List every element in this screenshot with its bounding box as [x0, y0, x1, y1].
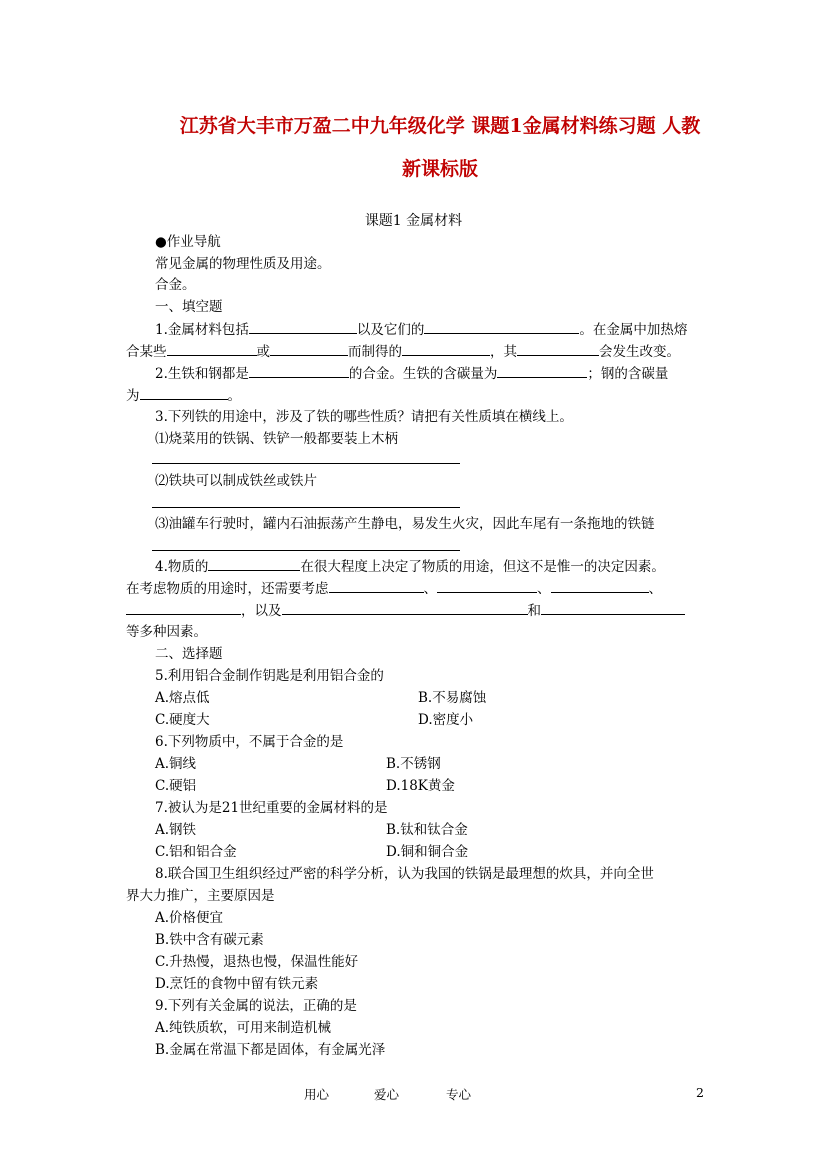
blank	[126, 601, 241, 615]
option: D.密度小	[418, 712, 474, 728]
blank	[517, 342, 599, 356]
nav-heading: ●作业导航	[155, 234, 221, 250]
lesson-subtitle: 课题1 金属材料	[364, 213, 463, 229]
q1-text-b: 以及它们的	[356, 322, 425, 338]
answer-line	[152, 463, 460, 464]
option: A.价格便宜	[155, 910, 224, 926]
option: B.不易腐蚀	[418, 690, 487, 706]
section-heading: 二、选择题	[155, 646, 223, 662]
option: B.不锈钢	[386, 756, 441, 772]
question-1-line-1	[155, 320, 687, 339]
q1-text-f: 而制得的	[348, 344, 402, 360]
blank	[249, 320, 357, 334]
question-1-line-2	[126, 342, 680, 361]
option: A.铜线	[155, 756, 197, 772]
footer-slogan-3: 专心	[446, 1087, 472, 1102]
q1-text-d: 合某些	[126, 344, 167, 360]
q4-text-d: 、	[423, 581, 437, 597]
option: D.18K黄金	[386, 778, 455, 794]
answer-line	[152, 550, 460, 551]
option: C.升热慢，退热也慢，保温性能好	[155, 954, 359, 970]
question-5: 5.利用铝合金制作钥匙是利用铝合金的	[155, 668, 384, 684]
section-heading: 一、填空题	[155, 299, 223, 315]
blank	[329, 579, 424, 593]
option: C.硬铝	[155, 778, 197, 794]
question-3-part-1: ⑴烧菜用的铁锅、铁铲一般都要装上木柄	[155, 431, 398, 447]
question-4-line-4: 等多种因素。	[126, 624, 207, 640]
option: B.铁中含有碳元素	[155, 932, 264, 948]
nav-item-1: 常见金属的物理性质及用途。	[155, 256, 331, 272]
blank	[551, 579, 649, 593]
blank	[270, 342, 348, 356]
question-2-line-1	[155, 364, 668, 383]
blank	[249, 364, 349, 378]
q4-text-c: 在考虑物质的用途时，还需要考虑	[126, 581, 329, 597]
option: B.金属在常温下都是固体，有金属光泽	[155, 1042, 386, 1058]
q2-text-a: 2.生铁和钢都是	[155, 366, 249, 382]
blank	[167, 342, 257, 356]
nav-item-2: 合金。	[155, 277, 196, 293]
q4-text-g: ，以及	[241, 603, 282, 619]
q4-text-f: 、	[648, 581, 662, 597]
question-4-line-1	[155, 557, 665, 576]
q2-text-c: ；钢的含碳量	[587, 366, 669, 382]
option: A.纯铁质软，可用来制造机械	[155, 1020, 332, 1036]
q1-text-c: 。在金属中加热熔	[579, 322, 688, 338]
page-number: 2	[696, 1085, 704, 1100]
question-7: 7.被认为是21世纪重要的金属材料的是	[155, 800, 388, 816]
option: C.硬度大	[155, 712, 210, 728]
q1-text-h: 会发生改变。	[599, 344, 680, 360]
answer-line	[152, 507, 460, 508]
title-line-2: 新课标版	[401, 158, 478, 180]
blank	[208, 557, 300, 571]
question-4-line-2	[126, 579, 662, 598]
question-9: 9.下列有关金属的说法，正确的是	[155, 998, 357, 1014]
option: A.钢铁	[155, 822, 197, 838]
blank	[541, 601, 685, 615]
blank	[282, 601, 528, 615]
option: A.熔点低	[155, 690, 210, 706]
blank	[497, 364, 587, 378]
q4-text-e: 、	[537, 581, 551, 597]
option: B.钛和钛合金	[386, 822, 468, 838]
q4-text-h: 和	[527, 603, 541, 619]
option: D.铜和铜合金	[386, 844, 469, 860]
option: C.铝和铝合金	[155, 844, 237, 860]
question-4-line-3	[126, 601, 685, 620]
q2-text-b: 的合金。生铁的含碳量为	[348, 366, 498, 382]
question-8-line-1: 8.联合国卫生组织经过严密的科学分析，认为我国的铁锅是最理想的炊具，并向全世	[155, 866, 654, 882]
blank	[140, 386, 228, 400]
q2-text-e: 。	[227, 388, 241, 404]
footer-slogan-1: 用心	[304, 1087, 330, 1102]
question-6: 6.下列物质中，不属于合金的是	[155, 734, 344, 750]
question-3-part-2: ⑵铁块可以制成铁丝或铁片	[155, 473, 317, 489]
blank	[402, 342, 490, 356]
question-8-line-2: 界大力推广，主要原因是	[126, 888, 275, 904]
option: D.烹饪的食物中留有铁元素	[155, 976, 319, 992]
q4-text-a: 4.物质的	[155, 559, 209, 575]
title-line-1: 江苏省大丰市万盈二中九年级化学 课题1金属材料练习题 人教	[179, 115, 701, 137]
question-3-part-3: ⑶油罐车行驶时，罐内石油振荡产生静电，易发生火灾，因此车尾有一条拖地的铁链	[155, 516, 655, 532]
blank	[424, 320, 579, 334]
question-2-line-2	[126, 386, 241, 405]
question-3: 3.下列铁的用途中，涉及了铁的哪些性质？请把有关性质填在横线上。	[155, 409, 573, 425]
q1-text-a: 1.金属材料包括	[155, 322, 249, 338]
q2-text-d: 为	[126, 388, 140, 404]
blank	[437, 579, 537, 593]
q1-text-g: ，其	[490, 344, 517, 360]
footer-slogan-2: 爱心	[374, 1087, 400, 1102]
q4-text-b: 在很大程度上决定了物质的用途，但这不是惟一的决定因素。	[300, 559, 665, 575]
q1-text-e: 或	[256, 344, 270, 360]
